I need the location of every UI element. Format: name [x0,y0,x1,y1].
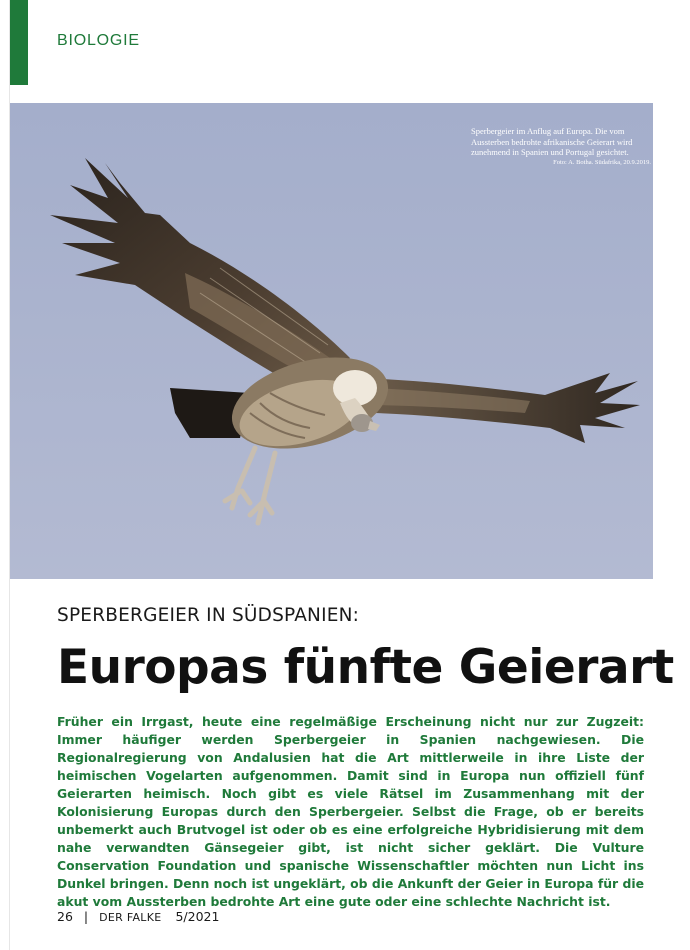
magazine-name: DER FALKE [99,911,162,924]
photo-credit: Foto: A. Botha. Südafrika, 20.9.2019. [553,158,651,166]
vulture-photo [10,103,653,579]
section-color-bar [10,0,28,85]
article-title: Europas fünfte Geierart [57,640,674,695]
footer-separator: | [83,909,89,924]
page-number: 26 [57,909,73,924]
page-footer [57,909,219,924]
caption-text: Sperbergeier im Anflug auf Europa. Die vom Aussterben bedrohte afrikanische Geierart wird zunehmend in Spanien und Portugal gesichtet. [471,126,633,157]
issue-number: 5/2021 [175,909,220,924]
article-lead: Früher ein Irrgast, heute eine regelmäßige Erscheinung nicht nur zur Zugzeit: Immer häufiger werden Sperbergeier in Spanien nachgewiesen. Die Regionalregierung von Andalusien hat die Art mittlerweile in ihre Liste der heimischen Vogelarten aufgenommen. Damit sind in Europa nun offiziell fünf Geierarten heimisch. Noch gibt es viele Rätsel im Zusammenhang mit der Kolonisierung Europas durch den Sperbergeier. Selbst die Frage, ob er bereits unbemerkt auch Brutvogel ist oder ob es eine erfolgreiche Hybridisierung mit dem nahe verwandten Gänsegeier gibt, ist nicht sicher geklärt. Die Vulture Conservation Foundation und spanische Wissenschaftler möchten nun Licht ins Dunkel bringen. Denn noch ist ungeklärt, ob die Ankunft der Geier in Europa für die akut vom Aussterben bedrohte Art eine gute oder eine schlechte Nachricht ist. [57,714,644,909]
photo-caption [471,126,651,168]
article-kicker: SPERBERGEIER IN SÜDSPANIEN: [57,605,360,626]
section-label: BIOLOGIE [57,32,140,49]
